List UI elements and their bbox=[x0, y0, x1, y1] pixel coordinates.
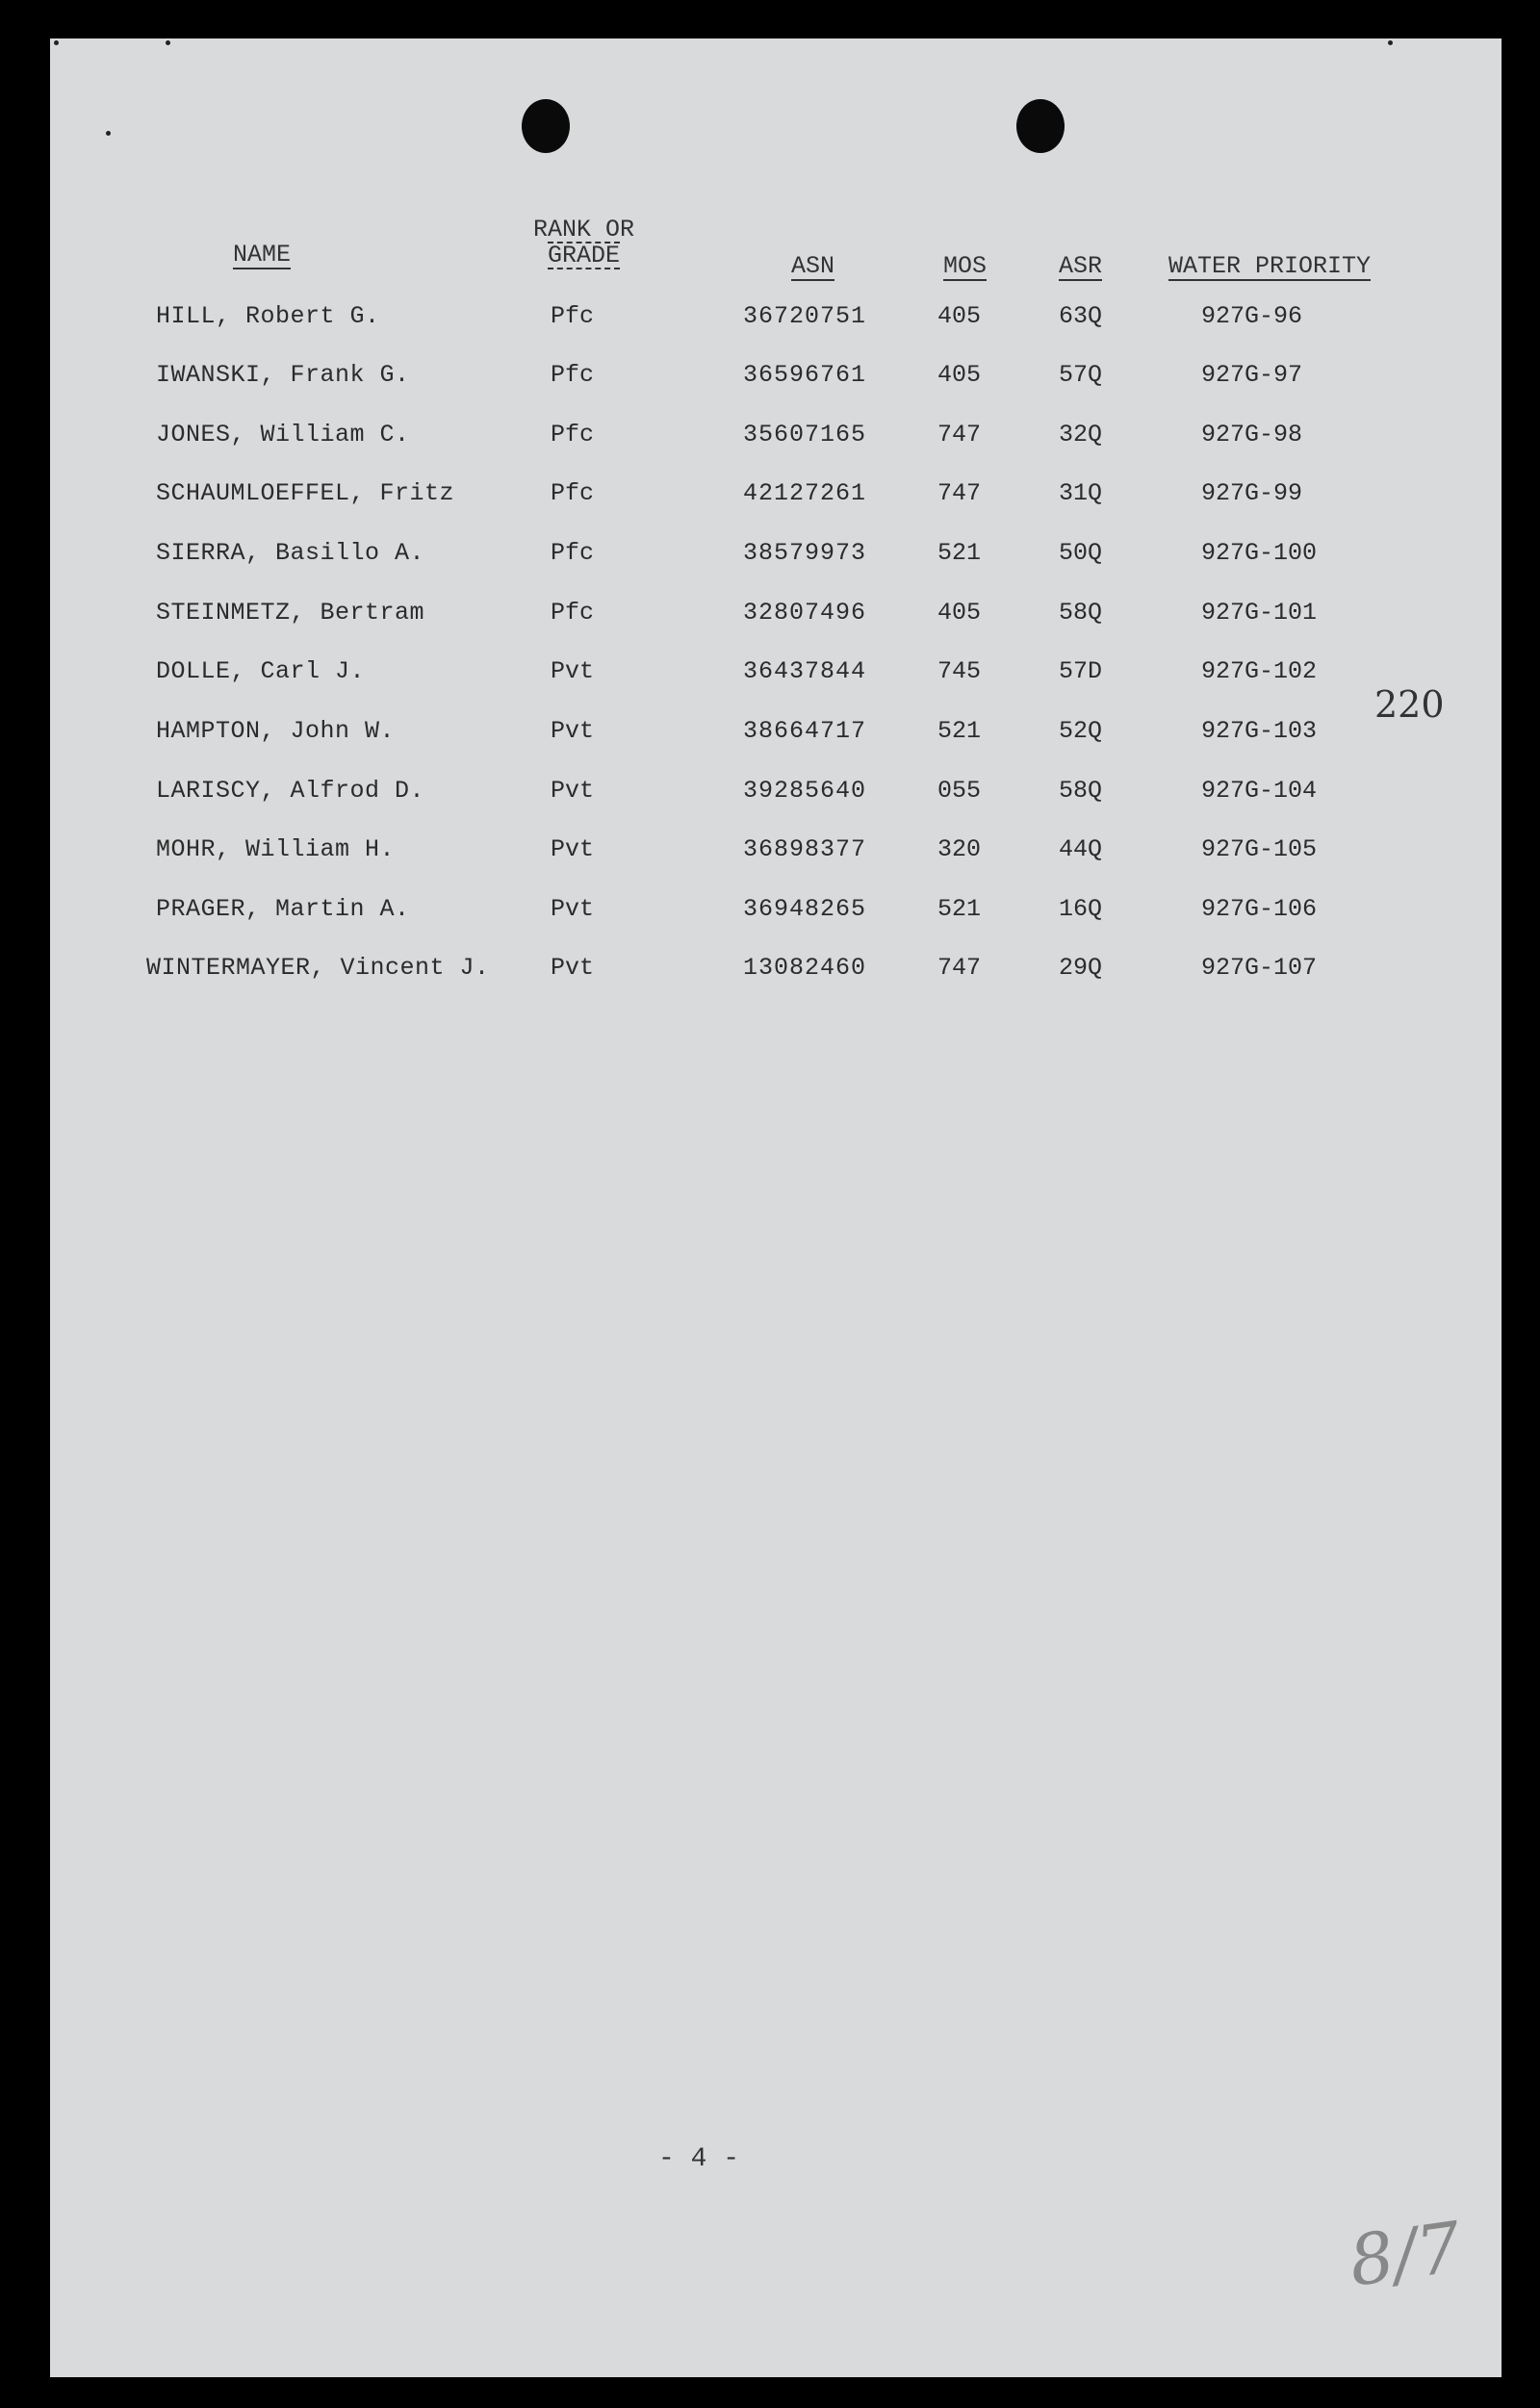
cell-name: HAMPTON, John W. bbox=[156, 717, 396, 745]
header-rank-bottom: GRADE bbox=[548, 242, 621, 269]
cell-asr: 16Q bbox=[1059, 895, 1103, 923]
table-row bbox=[50, 777, 1502, 815]
cell-mos: 320 bbox=[937, 835, 982, 863]
cell-water-priority: 927G-101 bbox=[1201, 599, 1318, 627]
cell-mos: 747 bbox=[937, 479, 982, 507]
cell-asr: 44Q bbox=[1059, 835, 1103, 863]
cell-asn: 36596761 bbox=[743, 361, 867, 389]
table-row bbox=[50, 361, 1502, 399]
cell-rank: Pfc bbox=[551, 302, 595, 330]
table-row bbox=[50, 599, 1502, 637]
cell-name: SIERRA, Basillo A. bbox=[156, 539, 425, 567]
header-name-label: NAME bbox=[233, 241, 292, 269]
table-row bbox=[50, 479, 1502, 518]
handwritten-mark: 8/7 bbox=[1344, 2206, 1467, 2302]
speck bbox=[166, 40, 170, 45]
cell-name: HILL, Robert G. bbox=[156, 302, 380, 330]
cell-asr: 63Q bbox=[1059, 302, 1103, 330]
header-water-priority bbox=[1168, 252, 1371, 281]
cell-asr: 50Q bbox=[1059, 539, 1103, 567]
table-row bbox=[50, 302, 1502, 341]
header-asr-label: ASR bbox=[1059, 252, 1103, 280]
cell-rank: Pvt bbox=[551, 895, 595, 923]
document-page bbox=[50, 38, 1502, 2377]
table-row bbox=[50, 895, 1502, 934]
cell-asr: 29Q bbox=[1059, 954, 1103, 982]
cell-asr: 32Q bbox=[1059, 421, 1103, 448]
cell-water-priority: 927G-100 bbox=[1201, 539, 1318, 567]
cell-asr: 31Q bbox=[1059, 479, 1103, 507]
cell-name: DOLLE, Carl J. bbox=[156, 657, 366, 685]
cell-rank: Pfc bbox=[551, 599, 595, 627]
cell-rank: Pfc bbox=[551, 479, 595, 507]
table-row bbox=[50, 954, 1502, 992]
cell-name: PRAGER, Martin A. bbox=[156, 895, 410, 923]
cell-name: MOHR, William H. bbox=[156, 835, 396, 863]
cell-name: LARISCY, Alfrod D. bbox=[156, 777, 425, 805]
cell-mos: 521 bbox=[937, 717, 982, 745]
cell-rank: Pvt bbox=[551, 657, 595, 685]
cell-water-priority: 927G-105 bbox=[1201, 835, 1318, 863]
header-rank-top: RANK OR bbox=[533, 216, 635, 243]
cell-water-priority: 927G-97 bbox=[1201, 361, 1303, 389]
cell-asr: 52Q bbox=[1059, 717, 1103, 745]
cell-water-priority: 927G-99 bbox=[1201, 479, 1303, 507]
cell-name: WINTERMAYER, Vincent J. bbox=[146, 954, 490, 982]
cell-asn: 36437844 bbox=[743, 657, 867, 685]
cell-mos: 747 bbox=[937, 421, 982, 448]
header-asn bbox=[791, 252, 834, 281]
cell-asr: 58Q bbox=[1059, 777, 1103, 805]
cell-water-priority: 927G-107 bbox=[1201, 954, 1318, 982]
cell-asn: 32807496 bbox=[743, 599, 867, 627]
table-row bbox=[50, 717, 1502, 756]
cell-mos: 521 bbox=[937, 895, 982, 923]
cell-mos: 521 bbox=[937, 539, 982, 567]
cell-water-priority: 927G-104 bbox=[1201, 777, 1318, 805]
punch-hole-right bbox=[1016, 99, 1065, 153]
cell-asn: 42127261 bbox=[743, 479, 867, 507]
cell-asn: 36898377 bbox=[743, 835, 867, 863]
cell-name: STEINMETZ, Bertram bbox=[156, 599, 425, 627]
cell-asr: 57Q bbox=[1059, 361, 1103, 389]
cell-water-priority: 927G-106 bbox=[1201, 895, 1318, 923]
cell-asn: 13082460 bbox=[743, 954, 867, 982]
header-water-priority-label: WATER PRIORITY bbox=[1168, 252, 1372, 280]
cell-asn: 39285640 bbox=[743, 777, 867, 805]
page-number: - 4 - bbox=[658, 2144, 740, 2174]
header-mos bbox=[943, 252, 987, 281]
table-row bbox=[50, 539, 1502, 577]
cell-water-priority: 927G-98 bbox=[1201, 421, 1303, 448]
cell-asn: 38664717 bbox=[743, 717, 867, 745]
header-mos-label: MOS bbox=[943, 252, 988, 280]
cell-name: SCHAUMLOEFFEL, Fritz bbox=[156, 479, 455, 507]
table-row bbox=[50, 421, 1502, 459]
speck bbox=[1388, 40, 1393, 45]
cell-mos: 405 bbox=[937, 599, 982, 627]
cell-asr: 58Q bbox=[1059, 599, 1103, 627]
cell-asn: 36948265 bbox=[743, 895, 867, 923]
cell-name: JONES, William C. bbox=[156, 421, 410, 448]
header-name bbox=[233, 241, 291, 269]
speck bbox=[106, 131, 111, 136]
cell-water-priority: 927G-102 bbox=[1201, 657, 1318, 685]
header-asr bbox=[1059, 252, 1102, 281]
cell-asn: 38579973 bbox=[743, 539, 867, 567]
cell-asn: 35607165 bbox=[743, 421, 867, 448]
cell-rank: Pvt bbox=[551, 954, 595, 982]
header-rank bbox=[533, 218, 634, 269]
punch-hole-left bbox=[522, 99, 570, 153]
cell-mos: 405 bbox=[937, 361, 982, 389]
cell-rank: Pfc bbox=[551, 539, 595, 567]
cell-mos: 055 bbox=[937, 777, 982, 805]
table-row bbox=[50, 657, 1502, 696]
cell-rank: Pvt bbox=[551, 835, 595, 863]
cell-mos: 405 bbox=[937, 302, 982, 330]
cell-name: IWANSKI, Frank G. bbox=[156, 361, 410, 389]
cell-asr: 57D bbox=[1059, 657, 1103, 685]
cell-rank: Pvt bbox=[551, 777, 595, 805]
speck bbox=[54, 40, 59, 45]
table-row bbox=[50, 835, 1502, 874]
cell-asn: 36720751 bbox=[743, 302, 867, 330]
side-number: 220 bbox=[1374, 683, 1445, 726]
cell-rank: Pfc bbox=[551, 361, 595, 389]
cell-mos: 745 bbox=[937, 657, 982, 685]
cell-rank: Pfc bbox=[551, 421, 595, 448]
cell-rank: Pvt bbox=[551, 717, 595, 745]
header-asn-label: ASN bbox=[791, 252, 835, 280]
cell-water-priority: 927G-103 bbox=[1201, 717, 1318, 745]
cell-mos: 747 bbox=[937, 954, 982, 982]
cell-water-priority: 927G-96 bbox=[1201, 302, 1303, 330]
